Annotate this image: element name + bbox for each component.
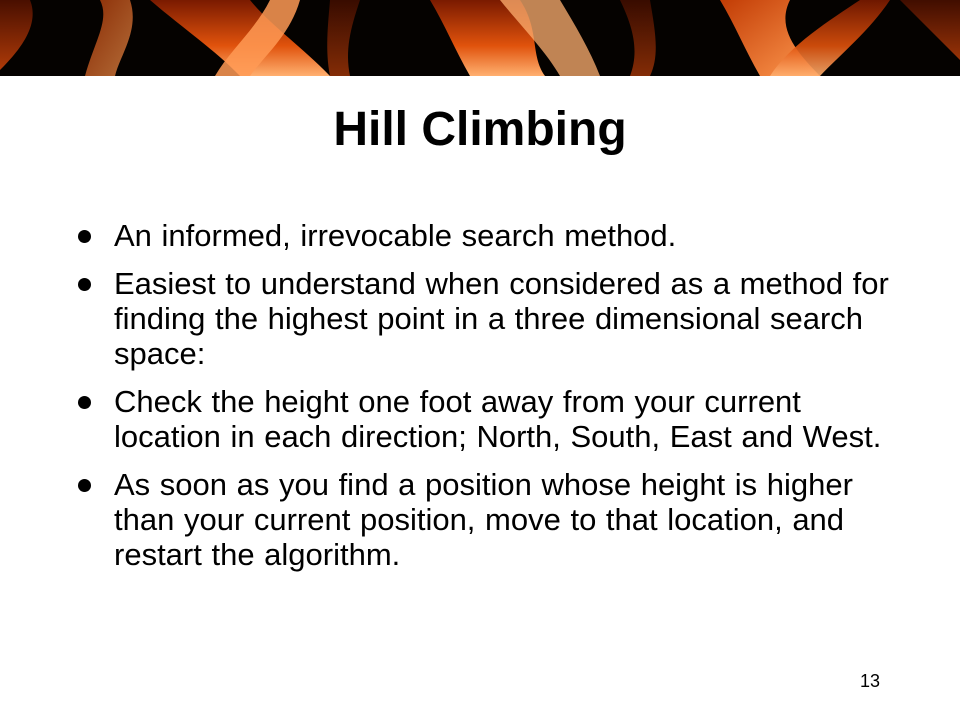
bullet-text: Easiest to understand when considered as a method for finding the highest point in a three dimensional search space: [114,266,889,371]
bullet-list [72,218,892,585]
bullet-item [72,218,892,253]
bullet-item [72,467,892,572]
bullet-text: As soon as you find a position whose height is higher than your current position, move to that location, and restart the algorithm. [114,467,853,572]
bullet-icon [78,230,91,243]
bullet-item [72,266,892,371]
flame-banner-image [0,0,960,76]
bullet-icon [78,396,91,409]
bullet-text: Check the height one foot away from your current location in each direction; North, South, East and West. [114,384,882,454]
flame-banner-icon [0,0,960,76]
bullet-item [72,384,892,454]
bullet-icon [78,479,91,492]
slide-title: Hill Climbing [333,103,627,156]
slide-number: 13 [859,671,880,691]
bullet-text: An informed, irrevocable search method. [114,218,677,253]
bullet-icon [78,278,91,291]
